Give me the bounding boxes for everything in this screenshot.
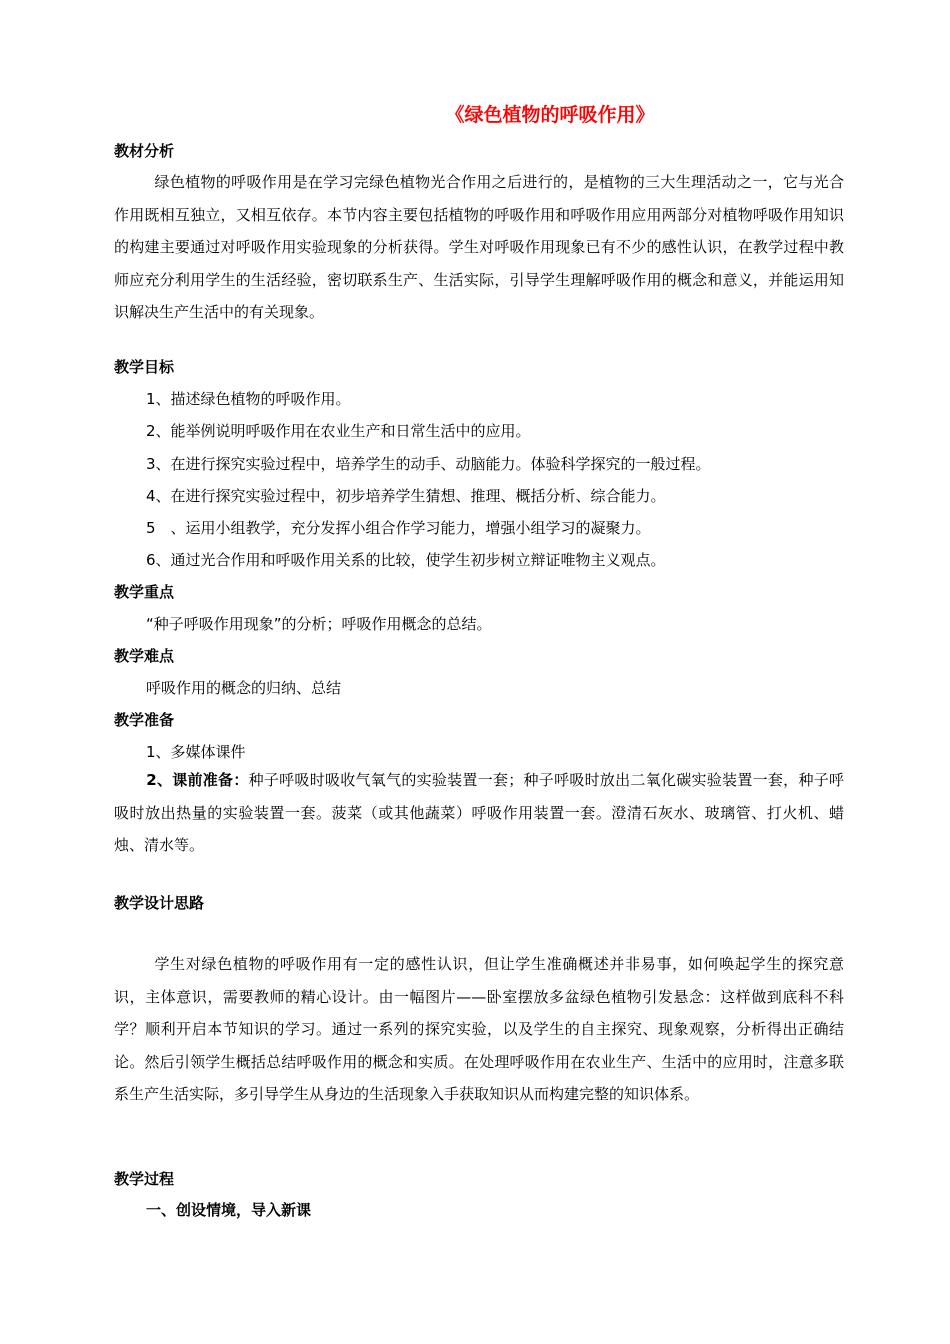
analysis-paragraph: 绿色植物的呼吸作用是在学习完绿色植物光合作用之后进行的，是植物的三大生理活动之一，它与光合作用既相互独立，又相互依存。本节内容主要包括植物的呼吸作用和呼吸作用应用两部分对植物呼吸作用知识的构建主要通过对呼吸作用实验现象的分析获得。学生对呼吸作用现象已有不少的感性认识，在教学过程中教师应充分利用学生的生活经验，密切联系生产、生活实际，引导学生理解呼吸作用的概念和意义，并能运用知识解决生产生活中的有关现象。 [114,173,844,321]
objective-item-3: 3、在进行探究实验过程中，培养学生的动手、动脑能力。体验科学探究的一般过程。 [146,455,711,473]
difficulties-heading: 教学难点 [114,647,175,665]
preparation-item-1: 1、多媒体课件 [146,743,246,761]
objective-item-4: 4、在进行探究实验过程中，初步培养学生猜想、推理、概括分析、综合能力。 [146,487,666,505]
document-title: 《绿色植物的呼吸作用》 [445,104,655,126]
process-heading: 教学过程 [114,1170,175,1188]
preparation-item-2 [114,764,844,862]
key-points-heading: 教学重点 [114,583,175,601]
preparation-item-2-text: 种子呼吸时吸收气氧气的实验装置一套；种子呼吸时放出二氧化碳实验装置一套，种子呼吸时放出热量的实验装置一套。菠菜（或其他蔬菜）呼吸作用装置一套。澄清石灰水、玻璃管、打火机、蜡烛、清水等。 [114,771,844,854]
preparation-heading: 教学准备 [114,711,175,729]
preparation-item-2-label: 2、课前准备： [146,771,249,789]
objective-item-2: 2、能举例说明呼吸作用在农业生产和日常生活中的应用。 [146,422,531,440]
design-heading: 教学设计思路 [114,894,205,912]
process-step-1: 一、创设情境，导入新课 [146,1201,312,1219]
objective-item-6: 6、通过光合作用和呼吸作用关系的比较，使学生初步树立辩证唯物主义观点。 [146,551,666,569]
design-paragraph: 学生对绿色植物的呼吸作用有一定的感性认识，但让学生准确概述并非易事，如何唤起学生的探究意识，主体意识，需要教师的精心设计。由一幅图片——卧室摆放多盆绿色植物引发悬念：这样做到底科不科学？顺利开启本节知识的学习。通过一系列的探究实验，以及学生的自主探究、现象观察，分析得出正确结论。然后引领学生概括总结呼吸作用的概念和实质。在处理呼吸作用在农业生产、生活中的应用时，注意多联系生产生活实际，多引导学生从身边的生活现象入手获取知识从而构建完整的知识体系。 [114,955,844,1103]
objectives-heading: 教学目标 [114,358,175,376]
objective-item-5: 5 、运用小组教学，充分发挥小组合作学习能力，增强小组学习的凝聚力。 [146,519,651,537]
difficulties-text: 呼吸作用的概念的归纳、总结 [146,679,342,697]
objective-item-1: 1、描述绿色植物的呼吸作用。 [146,390,351,408]
analysis-heading: 教材分析 [114,142,175,160]
key-points-text: “种子呼吸作用现象”的分析；呼吸作用概念的总结。 [146,615,492,633]
